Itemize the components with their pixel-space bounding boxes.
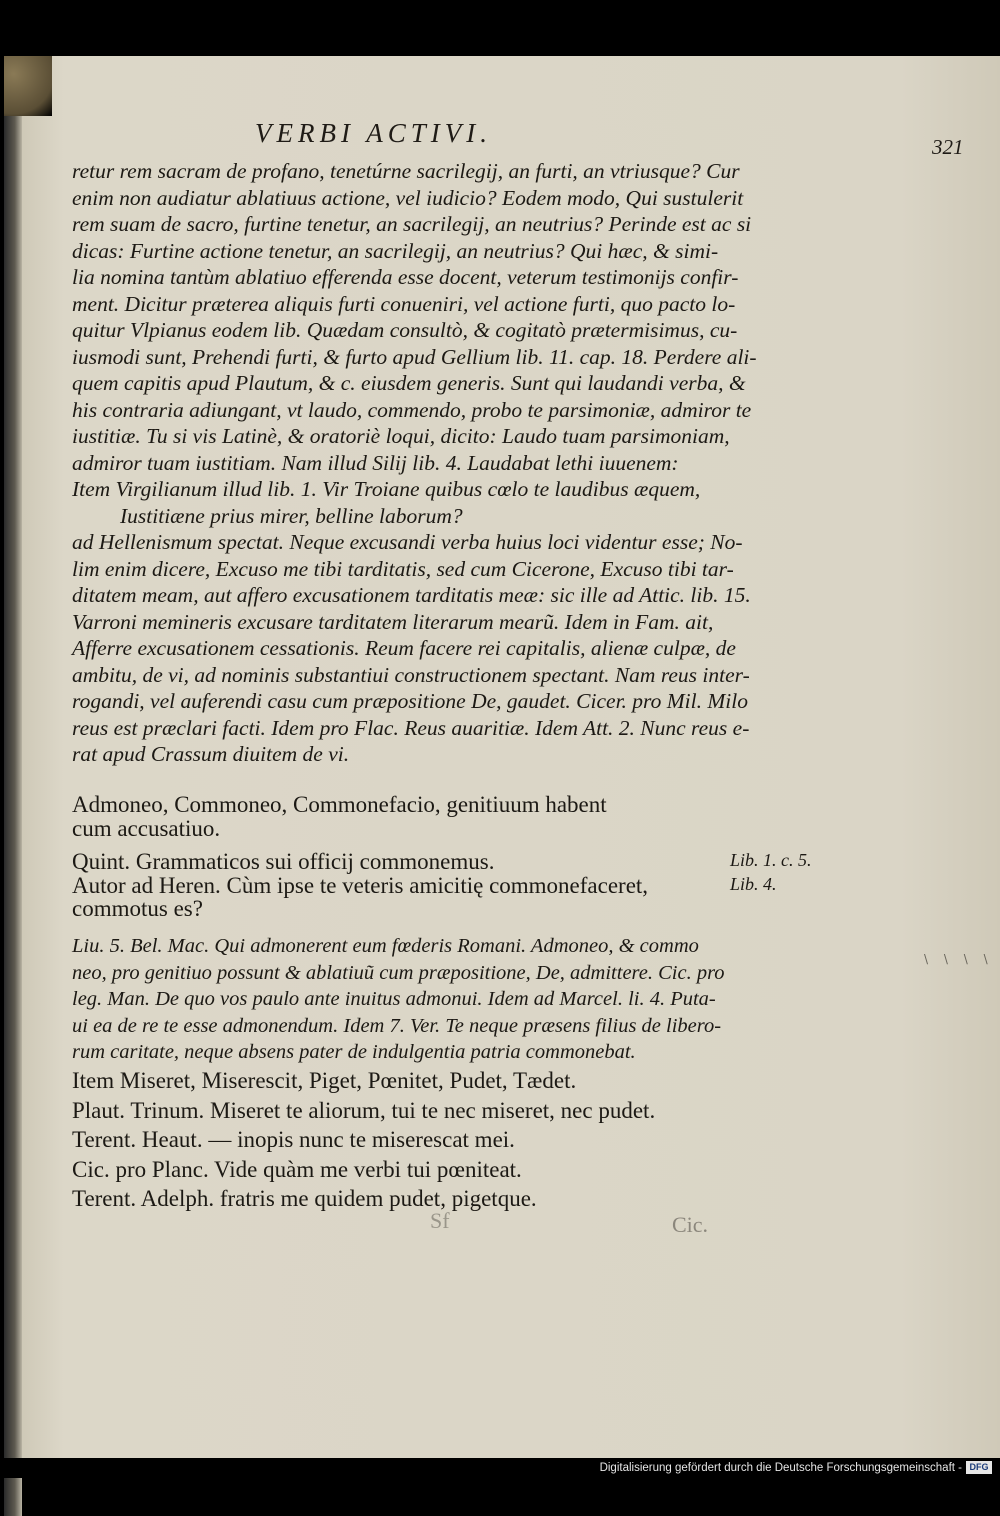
footer-credit: Digitalisierung gefördert durch die Deutsche Forschungsgemeinschaft -	[599, 1462, 962, 1474]
text-line: rat apud Crassum diuitem de vi.	[72, 742, 350, 766]
text-line: rem suam de sacro, furtine tenetur, an sacrilegij, an neutrius? Perinde est ac si	[72, 212, 752, 236]
text-line: Quint. Grammaticos sui officij commonemus.	[72, 849, 495, 874]
rule-heading	[72, 793, 732, 840]
text-line: Liu. 5. Bel. Mac. Qui admonerent eum fœderis Romani. Admoneo, & commo	[72, 935, 699, 957]
margin-note: Lib. 4.	[730, 874, 777, 894]
page-binding-edge	[4, 116, 22, 1516]
text-line: lim enim dicere, Excuso me tibi tarditatis, sed cum Cicerone, Excuso tibi tar-	[72, 556, 734, 581]
text-line: Varroni memineris excusare tarditatem literarum mearũ. Idem in Fam. ait,	[72, 609, 714, 634]
text-line: Autor ad Heren. Cùm ipse te veteris amicitię commonefaceret,	[72, 872, 649, 898]
text-line: quem capitis apud Plautum, & c. eiusdem generis. Sunt qui laudandi verba, &	[72, 371, 746, 395]
text-line: enim non audiatur ablatiuus actione, vel iudicio? Eodem modo, Qui sustulerit	[72, 185, 744, 210]
italic-paragraph-1	[72, 158, 757, 768]
text-line: ad Hellenismum spectat. Neque excusandi verba huius loci videntur esse; No-	[72, 530, 743, 554]
text-line: retur rem sacram de profano, tenetúrne sacrilegij, an furti, an vtriusque? Cur	[72, 159, 740, 183]
text-line: cum accusatiuo.	[72, 815, 221, 841]
stray-marks: \ \ \ \	[924, 952, 994, 966]
text-line: quitur Vlpianus eodem lib. Quædam consultò, & cogitatò prætermisimus, cu-	[72, 318, 738, 342]
text-line: Terent. Adelph. fratris me quidem pudet, pigetque.	[72, 1186, 537, 1211]
text-line: dicas: Furtine actione tenetur, an sacrilegij, an neutrius? Qui hæc, & simi-	[72, 238, 719, 263]
text-line: rum caritate, neque absens pater de indulgentia patria commonebat.	[72, 1041, 636, 1063]
catchword: Cic.	[672, 1212, 709, 1237]
text-line: Plaut. Trinum. Miseret te aliorum, tui te nec miseret, nec pudet.	[72, 1097, 656, 1123]
example-block-1	[72, 850, 732, 921]
text-line: Cic. pro Planc. Vide quàm me verbi tui pœniteat.	[72, 1156, 522, 1182]
text-line: his contraria adiungant, vt laudo, commendo, probo te parsimoniæ, admiror te	[72, 397, 752, 422]
text-line: Item Miseret, Miserescit, Piget, Pœnitet, Pudet, Tædet.	[72, 1068, 577, 1093]
text-line: Admoneo, Commoneo, Commonefacio, genitiuum habent	[72, 792, 607, 817]
text-line-quote: Iustitiæne prius mirer, belline laborum?	[120, 503, 463, 528]
margin-note: Lib. 1. c. 5.	[730, 850, 812, 870]
text-line: ambitu, de vi, ad nominis substantiui constructionem spectant. Nam reus inter-	[72, 662, 750, 687]
text-line: iustitiæ. Tu si vis Latinè, & oratoriè loqui, dicito: Laudo tuam parsimoniam,	[72, 424, 730, 448]
text-line: Terent. Heaut. — inopis nunc te miserescat mei.	[72, 1127, 515, 1152]
text-line: ui ea de re te esse admonendum. Idem 7. Ver. Te neque præsens filius de libero-	[72, 1014, 722, 1037]
text-line: commotus es?	[72, 896, 203, 921]
text-line: rogandi, vel auferendi casu cum præpositione De, gaudet. Cicer. pro Mil. Milo	[72, 689, 748, 713]
page-number: 321	[932, 135, 964, 159]
text-line: reus est præclari facti. Idem pro Flac. Reus auaritiæ. Idem Att. 2. Nunc reus e-	[72, 715, 750, 740]
italic-paragraph-2	[72, 933, 732, 1066]
text-line: Item Virgilianum illud lib. 1. Vir Troiane quibus cœlo te laudibus æquem,	[72, 477, 701, 501]
page-corner-wear	[4, 56, 52, 116]
text-line: admiror tuam iustitiam. Nam illud Silij lib. 4. Laudabat lethi iuuenem:	[72, 450, 679, 475]
example-block-2	[72, 1066, 732, 1214]
text-line: iusmodi sunt, Prehendi furti, & furto apud Gellium lib. 11. cap. 18. Perdere ali-	[72, 344, 757, 369]
text-line: neo, pro genitiuo possunt & ablatiuũ cum præpositione, De, admittere. Cic. pro	[72, 961, 725, 984]
text-line: lia nomina tantùm ablatiuo efferenda esse docent, veterum testimonijs confir-	[72, 265, 739, 289]
signature-mark: Sf	[430, 1208, 450, 1233]
text-line: Afferre excusationem cessationis. Reum facere rei capitalis, alienæ culpæ, de	[72, 636, 736, 660]
text-line: leg. Man. De quo vos paulo ante inuitus admonui. Idem ad Marcel. li. 4. Puta-	[72, 988, 716, 1010]
text-line: ditatem meam, aut affero excusationem tarditatis meæ: sic ille ad Attic. lib. 15.	[72, 583, 751, 607]
running-head: VERBI ACTIVI.	[255, 118, 492, 148]
dfg-logo-icon: DFG	[966, 1461, 992, 1474]
text-line: ment. Dicitur præterea aliquis furti conueniri, vel actione furti, quo pacto lo-	[72, 291, 736, 316]
